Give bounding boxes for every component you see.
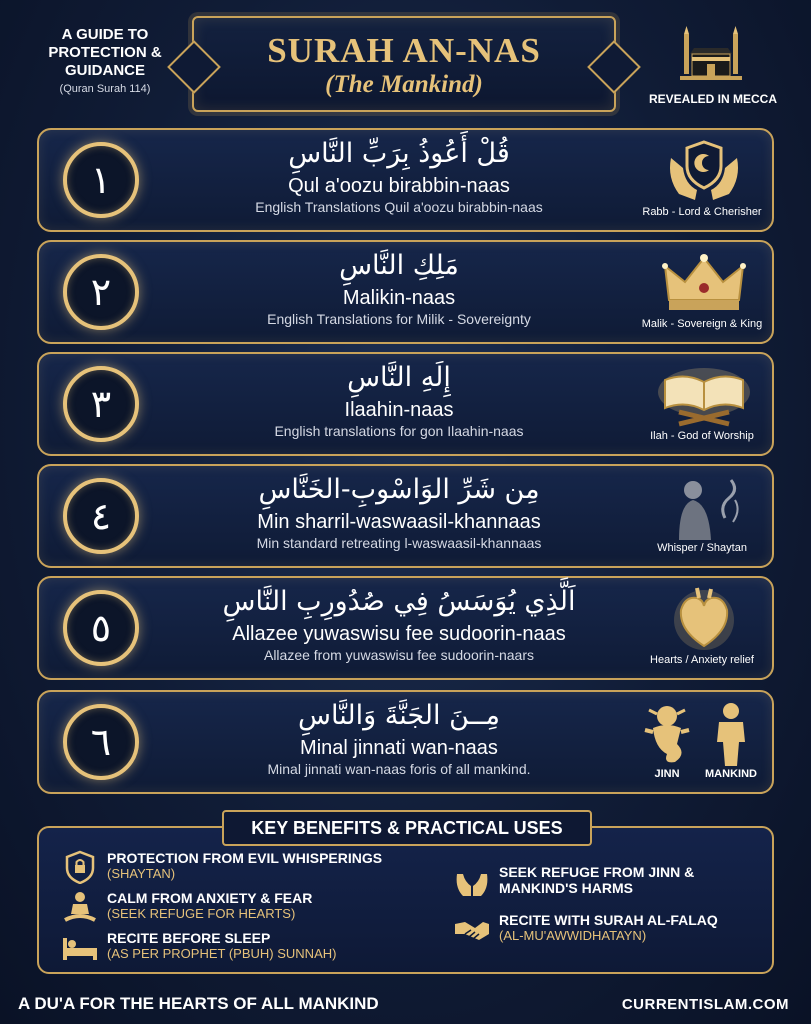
- verse-row-3: [37, 352, 774, 456]
- benefit-item: [61, 850, 382, 884]
- quran-book-icon: [649, 362, 759, 428]
- benefit-title: PROTECTION FROM EVIL WHISPERINGS: [107, 850, 383, 866]
- verse-text: [159, 134, 639, 216]
- verse-caption: Whisper / Shaytan: [657, 542, 747, 554]
- verse-transliteration: Ilaahin-naas: [344, 399, 454, 421]
- kaaba-icon: [680, 24, 742, 84]
- verse-caption: Ilah - God of Worship: [650, 430, 754, 442]
- guide-subtitle: (Quran Surah 114): [59, 83, 151, 95]
- verse-arabic: إِلَهِ النَّاسِ: [347, 362, 451, 393]
- benefit-title-line-2: MANKIND'S HARMS: [499, 880, 633, 896]
- mankind-caption: MANKIND: [705, 768, 757, 780]
- benefit-title: CALM FROM ANXIETY & FEAR: [107, 890, 313, 906]
- verse-row-6: [37, 690, 774, 794]
- verse-text: [159, 582, 639, 664]
- verse-text: [159, 358, 639, 440]
- verse-transliteration: Qul a'oozu birabbin-naas: [288, 175, 510, 197]
- shield-icon: [61, 850, 99, 884]
- verse-row-5: [37, 576, 774, 680]
- verse-arabic: مِن شَرِّ الوَاسْوبِ-الخَنَّاسِ: [258, 474, 540, 505]
- verse-transliteration: Allazee yuwaswisu fee sudoorin-naas: [232, 623, 566, 645]
- praying-hands-shield-icon: [649, 138, 759, 204]
- crown-icon: [649, 250, 759, 316]
- verse-english: Allazee from yuwaswisu fee sudoorin-naars: [263, 647, 534, 663]
- guide-line-3: GUIDANCE: [64, 62, 145, 79]
- benefit-subtitle: (AS PER PROPHET (PBUH) SUNNAH): [107, 946, 337, 961]
- verse-arabic: مَلِكِ النَّاسِ: [339, 250, 459, 281]
- verse-arabic: اَلَّذِي يُوَسَسُ فِي صُدُورِبِ النَّاسِ: [222, 586, 576, 617]
- benefit-subtitle: (SEEK REFUGE FOR HEARTS): [107, 906, 296, 921]
- benefits-title: KEY BENEFITS & PRACTICAL USES: [222, 810, 592, 846]
- glowing-heart-icon: [649, 586, 759, 652]
- verse-english: Minal jinnati wan-naas foris of all mankind.: [267, 761, 531, 777]
- mankind-icon: [709, 702, 753, 766]
- verse-arabic: مِــنَ الجَنَّةَ وَالنَّاسِ: [298, 700, 500, 731]
- benefit-item: [61, 890, 312, 924]
- bed-icon: [61, 930, 99, 964]
- verse-english: Min standard retreating l-waswaasil-khannaas: [256, 535, 542, 551]
- benefits-panel: [37, 818, 774, 974]
- footer-website-link[interactable]: CURRENTISLAM.COM: [621, 996, 789, 1013]
- verse-number: ٣: [63, 366, 139, 442]
- benefit-item: [453, 864, 694, 898]
- verse-text: [159, 246, 639, 328]
- title-frame: [192, 16, 616, 112]
- verse-number: ٢: [63, 254, 139, 330]
- guide-line-1: A GUIDE TO: [61, 26, 149, 43]
- handshake-icon: [453, 912, 491, 946]
- footer-tagline: A DU'A FOR THE HEARTS OF ALL MANKIND: [18, 994, 379, 1013]
- benefit-title: SEEK REFUGE FROM JINN &: [499, 864, 695, 880]
- verse-number: ٦: [63, 704, 139, 780]
- benefit-title: RECITE BEFORE SLEEP: [107, 930, 271, 946]
- page-subtitle: (The Mankind): [325, 71, 483, 98]
- verse-english: English Translations for Milik - Sovereignty: [267, 311, 531, 327]
- verse-caption: Malik - Sovereign & King: [641, 318, 763, 330]
- verse-text: [159, 470, 639, 552]
- verse-english: English Translations Quil a'oozu birabbin-naas: [255, 199, 543, 215]
- open-hands-icon: [453, 864, 491, 898]
- verse-number: ٥: [63, 590, 139, 666]
- verse-arabic: قُلْ أَعُوذُ بِرَبِّ النَّاسِ: [288, 138, 510, 169]
- verse-transliteration: Malikin-naas: [342, 287, 456, 309]
- verse-number: ١: [63, 142, 139, 218]
- header: [0, 0, 811, 124]
- benefit-item: [453, 912, 718, 946]
- meditation-icon: [61, 890, 99, 924]
- verse-text: [159, 696, 639, 778]
- verse-caption: Rabb - Lord & Cherisher: [642, 206, 762, 218]
- verse-transliteration: Min sharril-waswaasil-khannaas: [257, 511, 541, 533]
- verse-row-4: [37, 464, 774, 568]
- verse-row-2: [37, 240, 774, 344]
- jinn-icon: [639, 702, 695, 766]
- benefit-subtitle: (AL-MU'AWWIDHATAYN): [499, 928, 647, 943]
- verse-english: English translations for gon Ilaahin-naas: [274, 423, 524, 439]
- verse-transliteration: Minal jinnati wan-naas: [300, 737, 498, 759]
- benefit-subtitle: (SHAYTAN): [107, 866, 176, 881]
- verse-row-1: [37, 128, 774, 232]
- benefit-title: RECITE WITH SURAH AL-FALAQ: [499, 912, 718, 928]
- benefit-item: [61, 930, 336, 964]
- verse-number: ٤: [63, 478, 139, 554]
- verse-caption: Hearts / Anxiety relief: [650, 654, 754, 666]
- page-title: SURAH AN-NAS: [267, 31, 541, 70]
- revealed-label: REVEALED IN MECCA: [648, 92, 777, 106]
- jinn-caption: JINN: [654, 768, 680, 780]
- whisper-figure-icon: [649, 474, 759, 540]
- guide-label: [30, 26, 180, 98]
- guide-line-2: PROTECTION &: [48, 44, 162, 61]
